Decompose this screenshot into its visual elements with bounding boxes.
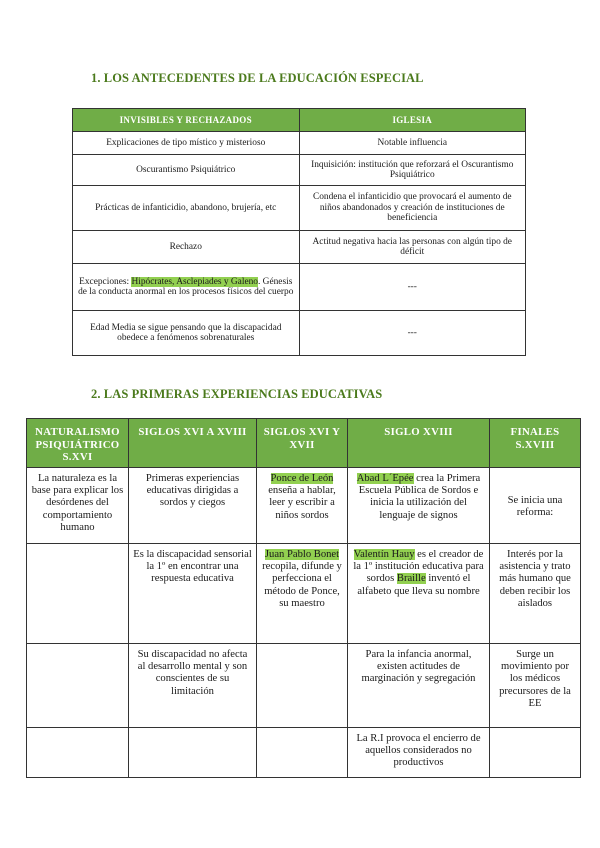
table-cell — [257, 728, 348, 778]
table-row — [73, 155, 526, 186]
highlighted-text: Valentín Hauy — [353, 549, 415, 560]
table-cell — [27, 544, 129, 644]
section1-heading: 1. LOS ANTECEDENTES DE LA EDUCACIÓN ESPECIAL — [91, 71, 424, 85]
cell-text: inventó el alfabeto que lleva su nombre — [357, 573, 480, 597]
table-cell: Para la infancia anormal, existen actitudes de marginación y segregación — [348, 644, 490, 728]
table-cell — [257, 544, 348, 644]
table-cell — [348, 544, 490, 644]
table-cell: Prácticas de infanticidio, abandono, brujería, etc — [73, 186, 300, 231]
table-cell: Inquisición: institución que reforzará el Oscurantismo Psiquiátrico — [299, 155, 526, 186]
table-cell: Explicaciones de tipo místico y misterioso — [73, 132, 300, 155]
table-row — [73, 186, 526, 231]
table-header-row — [73, 109, 526, 132]
table-cell: --- — [299, 264, 526, 311]
table-cell — [27, 644, 129, 728]
table-cell — [257, 644, 348, 728]
column-header: IGLESIA — [299, 109, 526, 132]
column-header: INVISIBLES Y RECHAZADOS — [73, 109, 300, 132]
table-cell: Su discapacidad no afecta al desarrollo mental y son conscientes de su limitación — [129, 644, 257, 728]
table-cell: La naturaleza es la base para explicar los desórdenes del comportamiento humano — [27, 468, 129, 544]
table-row — [27, 728, 581, 778]
cell-text: recopila, difunde y perfecciona el método de Ponce, su maestro — [262, 561, 342, 609]
table-row — [27, 644, 581, 728]
column-header: SIGLO XVIII — [348, 419, 490, 468]
table-cell: Es la discapacidad sensorial la 1º en encontrar una respuesta educativa — [129, 544, 257, 644]
table-cell: Se inicia una reforma: — [490, 468, 581, 544]
column-header: SIGLOS XVI A XVIII — [129, 419, 257, 468]
column-header: SIGLOS XVI Y XVII — [257, 419, 348, 468]
table-cell: Surge un movimiento por los médicos precursores de la EE — [490, 644, 581, 728]
table-row — [27, 544, 581, 644]
section2-heading: 2. LAS PRIMERAS EXPERIENCIAS EDUCATIVAS — [91, 387, 383, 401]
table-cell: Interés por la asistencia y trato más humano que deben recibir los aislados — [490, 544, 581, 644]
highlighted-text: Juan Pablo Bonet — [264, 549, 340, 560]
cell-text: enseña a hablar, leer y escribir a niños sordos — [268, 485, 336, 521]
highlighted-text: Braille — [396, 573, 426, 585]
table-cell — [257, 468, 348, 544]
table-cell — [129, 728, 257, 778]
table-cell: Condena el infanticidio que provocará el aumento de niños abandonados y creación de instituciones de beneficiencia — [299, 186, 526, 231]
table-cell — [73, 264, 300, 311]
highlighted-text: Ponce de León — [270, 473, 334, 484]
table-cell: Actitud negativa hacia las personas con algún tipo de déficit — [299, 231, 526, 264]
table-cell — [490, 728, 581, 778]
experiencias-table — [26, 418, 581, 778]
table-row — [73, 311, 526, 356]
antecedentes-table — [72, 108, 526, 356]
cell-text: crea la Primera Escuela Pública de Sordos e inicia la utilización del lenguaje de signos — [358, 473, 481, 521]
table-cell — [348, 468, 490, 544]
highlighted-text: Abad L´Epée — [356, 473, 414, 484]
table-cell: Rechazo — [73, 231, 300, 264]
column-header: NATURALISMO PSIQUIÁTRICO S.XVI — [27, 419, 129, 468]
highlighted-text: Hipócrates, Asclepiades y Galeno — [131, 276, 258, 287]
table-cell: Primeras experiencias educativas dirigidas a sordos y ciegos — [129, 468, 257, 544]
table-row — [73, 264, 526, 311]
table-row — [73, 231, 526, 264]
table-row — [27, 468, 581, 544]
table-cell: Oscurantismo Psiquiátrico — [73, 155, 300, 186]
column-header: FINALES S.XVIII — [490, 419, 581, 468]
cell-text: es el creador de la 1º institución educativa para sordos — [353, 549, 484, 585]
cell-text: . Génesis de la conducta anormal en los procesos físicos del cuerpo — [78, 276, 294, 297]
table-cell: Notable influencia — [299, 132, 526, 155]
table-header-row — [27, 419, 581, 468]
table-cell: --- — [299, 311, 526, 356]
table-cell — [27, 728, 129, 778]
cell-text: Excepciones: — [79, 276, 132, 287]
table-cell: La R.I provoca el encierro de aquellos considerados no productivos — [348, 728, 490, 778]
table-row — [73, 132, 526, 155]
table-cell: Edad Media se sigue pensando que la discapacidad obedece a fenómenos sobrenaturales — [73, 311, 300, 356]
